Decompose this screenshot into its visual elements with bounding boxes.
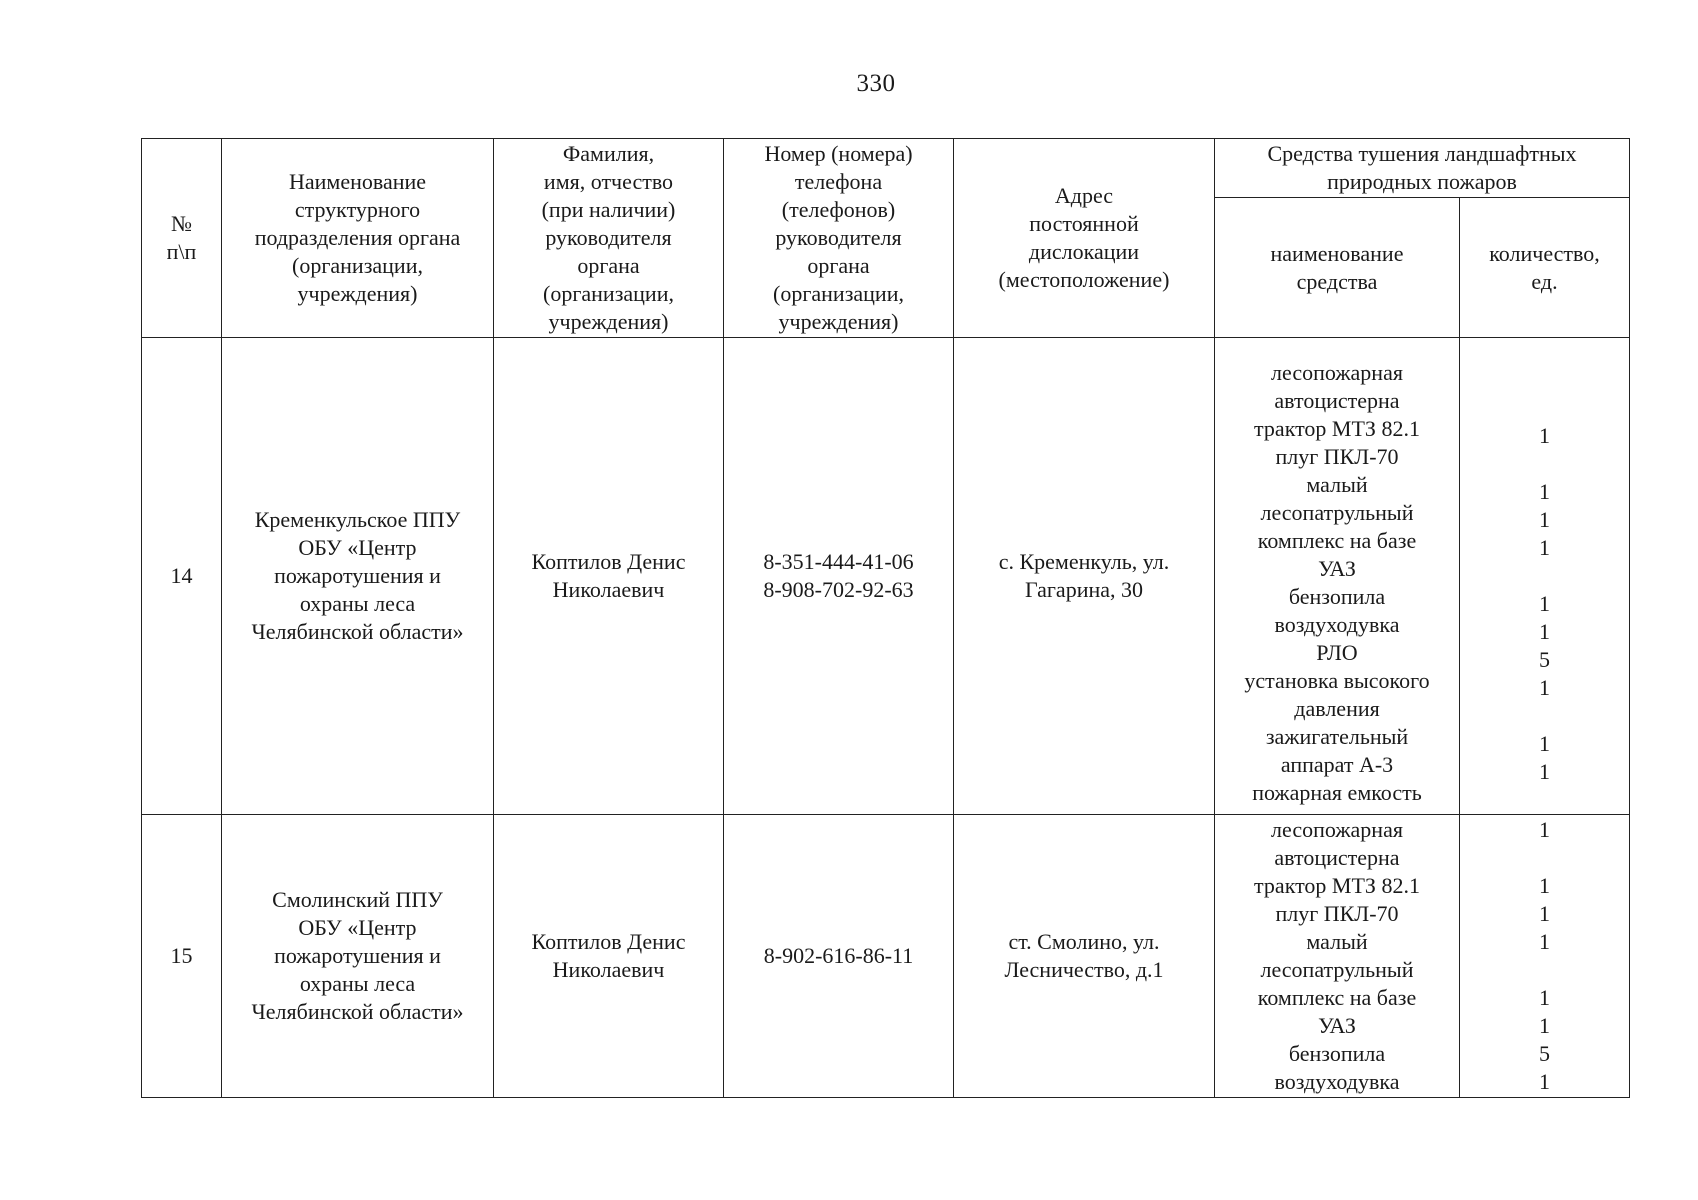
- resources-table: [141, 138, 1630, 1098]
- row-num: 14: [142, 338, 222, 815]
- header-address: Адрес постоянной дислокации (местоположение): [954, 139, 1215, 338]
- row-address: ст. Смолино, ул. Лесничество, д.1: [954, 815, 1215, 1098]
- row-phones: 8-902-616-86-11: [724, 815, 954, 1098]
- row-num: 15: [142, 815, 222, 1098]
- row-qty: 1 1 1 1 1 1 5 1 1 1: [1460, 338, 1630, 815]
- header-phone: Номер (номера) телефона (телефонов) руководителя органа (организации, учреждения): [724, 139, 954, 338]
- row-qty: 1 1 1 1 1 1 5 1: [1460, 815, 1630, 1098]
- header-means-group: Средства тушения ландшафтных природных пожаров: [1215, 139, 1630, 198]
- row-head: Коптилов Денис Николаевич: [494, 338, 724, 815]
- row-tools: лесопожарная автоцистерна трактор МТЗ 82.1 плуг ПКЛ-70 малый лесопатрульный комплекс на базе УАЗ бензопила воздуходувка: [1215, 815, 1460, 1098]
- table-row: [142, 815, 1630, 1098]
- row-address: с. Кременкуль, ул. Гагарина, 30: [954, 338, 1215, 815]
- row-unit: Кременкульское ППУ ОБУ «Центр пожаротушения и охраны леса Челябинской области»: [222, 338, 494, 815]
- header-means-qty: количество, ед.: [1460, 198, 1630, 338]
- header-means-name: наименование средства: [1215, 198, 1460, 338]
- row-head: Коптилов Денис Николаевич: [494, 815, 724, 1098]
- header-unit: Наименование структурного подразделения органа (организации, учреждения): [222, 139, 494, 338]
- table-row: [142, 338, 1630, 815]
- row-tools: лесопожарная автоцистерна трактор МТЗ 82.1 плуг ПКЛ-70 малый лесопатрульный комплекс на базе УАЗ бензопила воздуходувка РЛО установка высокого давления зажигательный аппарат А-3 пожарная емкость: [1215, 338, 1460, 815]
- page-number: 330: [856, 70, 896, 97]
- row-unit: Смолинский ППУ ОБУ «Центр пожаротушения и охраны леса Челябинской области»: [222, 815, 494, 1098]
- table-header: [142, 139, 1630, 338]
- row-phones: 8-351-444-41-06 8-908-702-92-63: [724, 338, 954, 815]
- header-head-name: Фамилия, имя, отчество (при наличии) руководителя органа (организации, учреждения): [494, 139, 724, 338]
- header-num: № п\п: [142, 139, 222, 338]
